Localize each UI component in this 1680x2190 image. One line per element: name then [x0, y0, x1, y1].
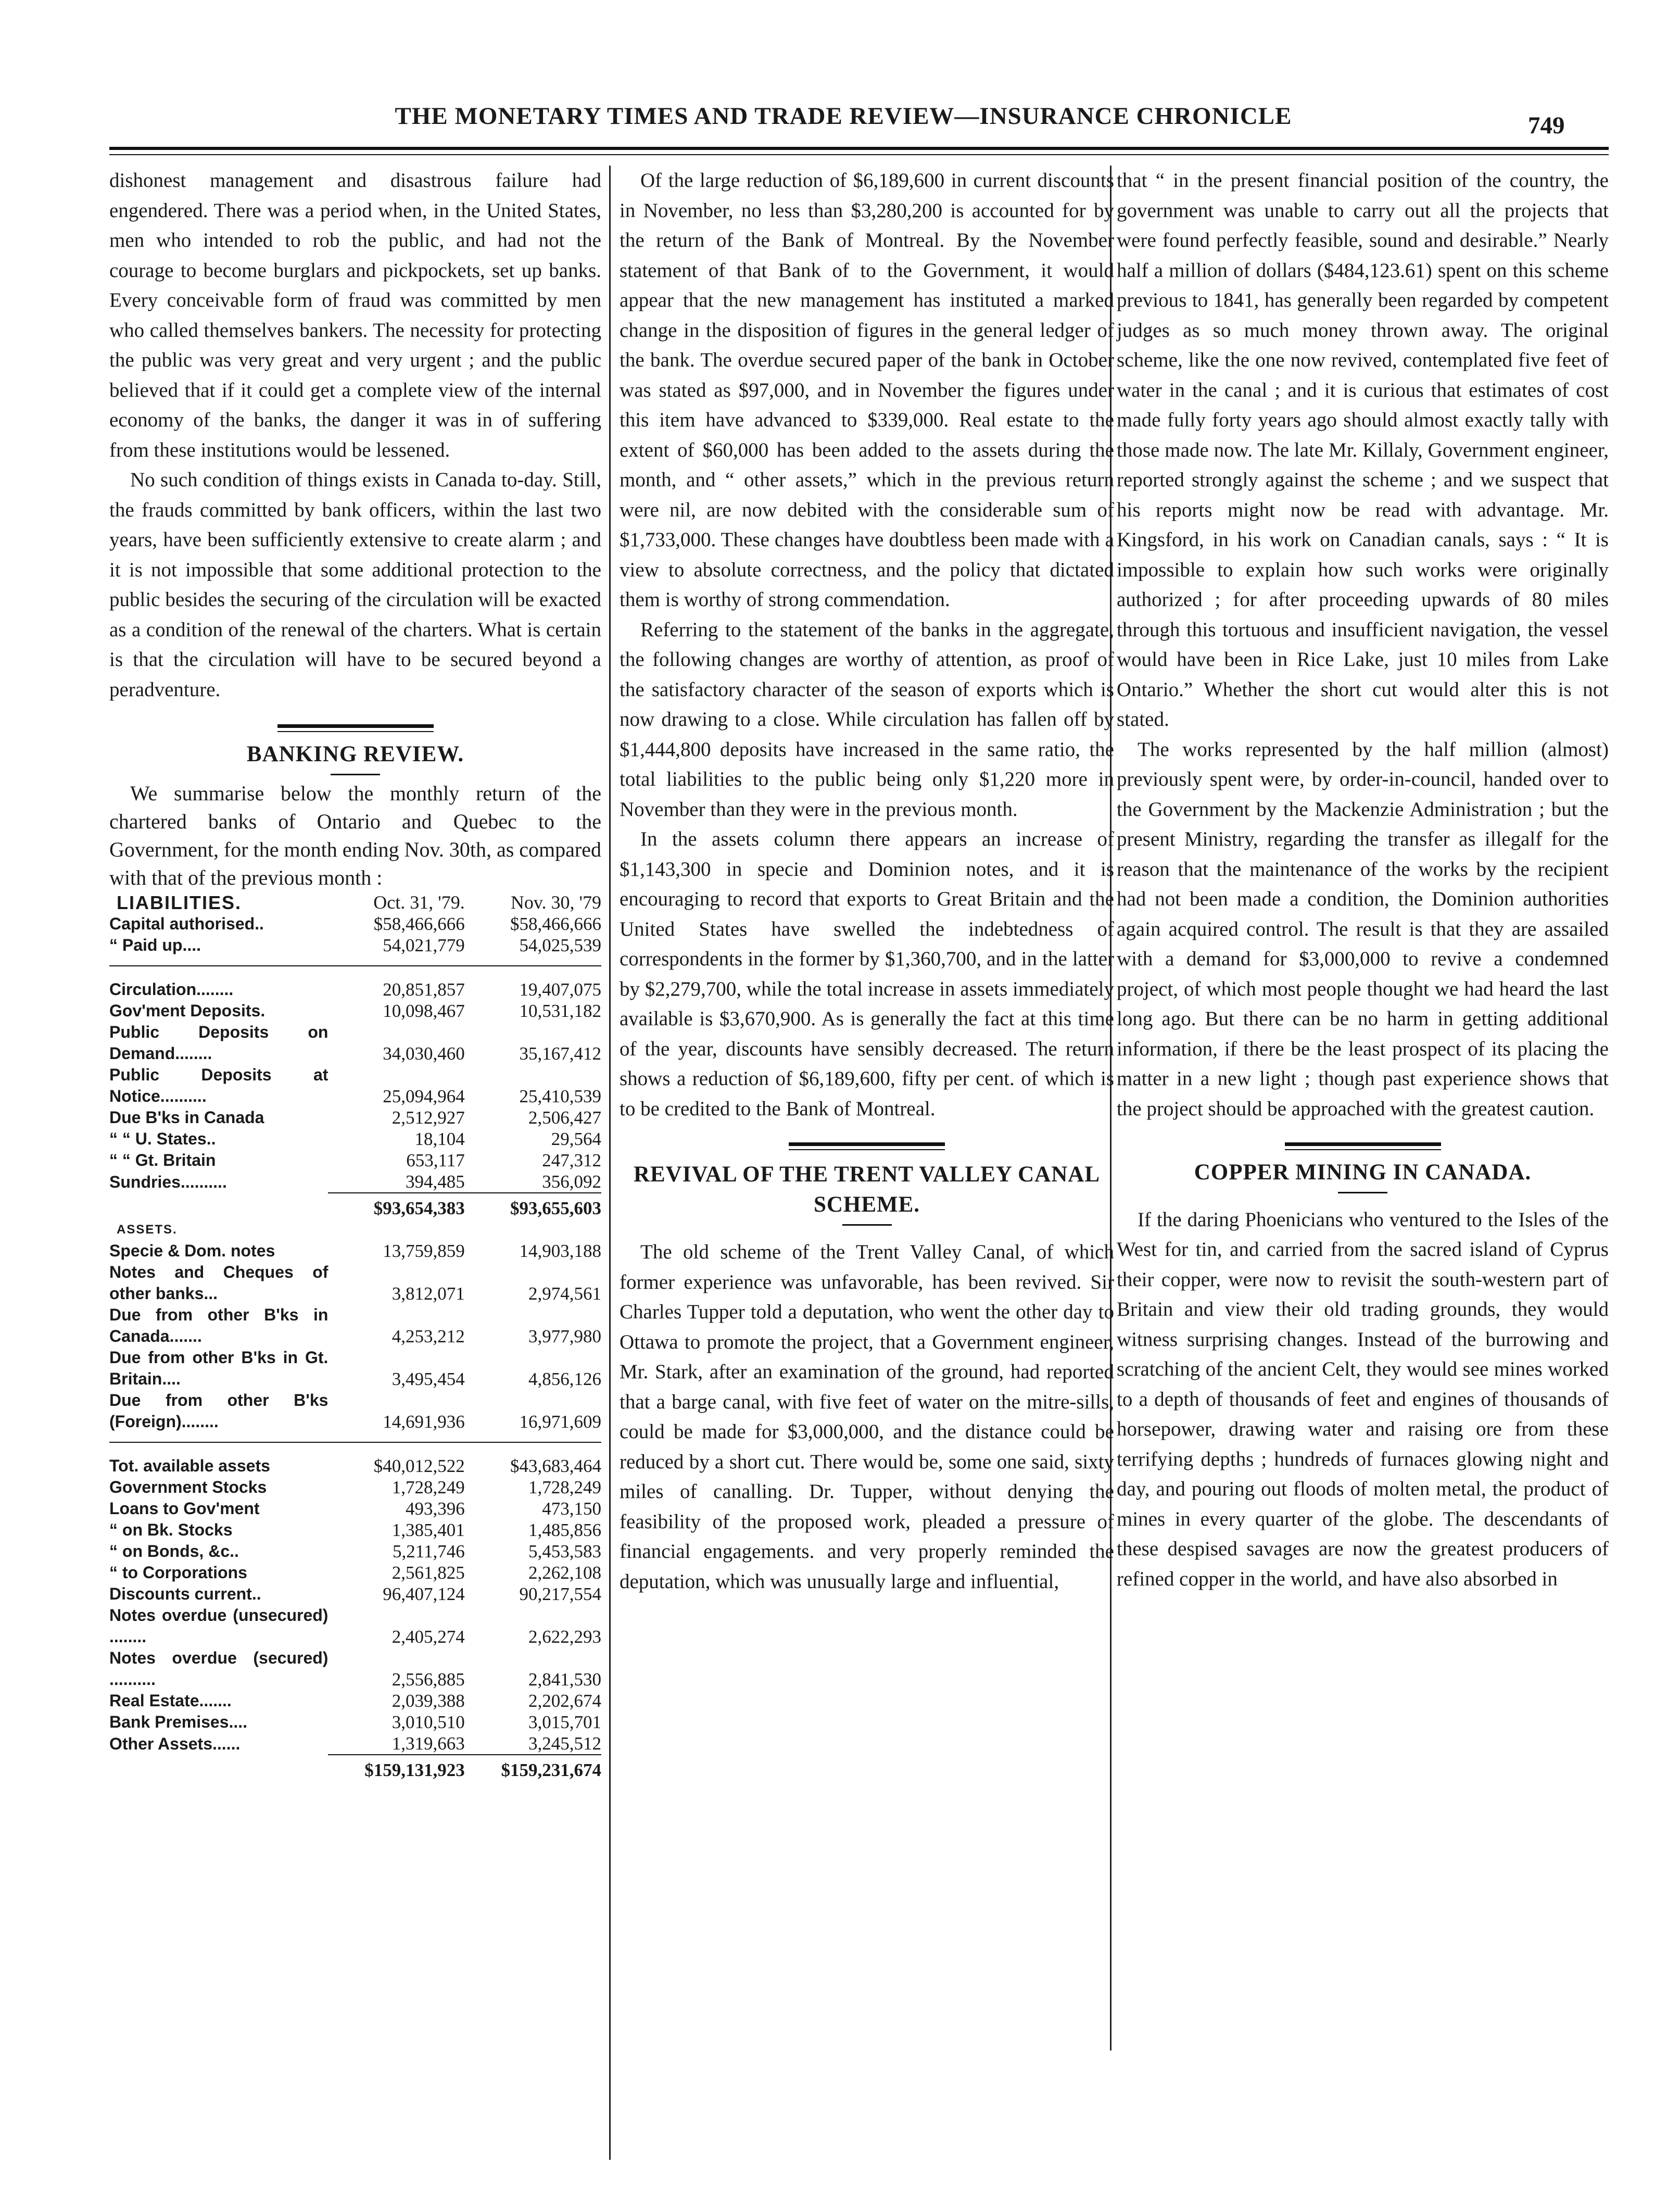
- table-row: Notes overdue (secured) .......... 2,556,885 2,841,530: [109, 1648, 601, 1690]
- page-number: 749: [1528, 112, 1565, 139]
- table-row: Circulation........ 20,851,857 19,407,075: [109, 979, 601, 1000]
- column-3: [1117, 166, 1609, 1594]
- header-rule: [109, 147, 1609, 150]
- column-divider: [609, 166, 611, 2160]
- paragraph: The old scheme of the Trent Valley Canal, of which former experience was unfavorable, has been revived. Sir Charles Tupper told a deputation, who went the other day to Ottawa to promote the project, that a Government engineer, Mr. Stark, after an examination of the ground, had reported that a barge canal, with five feet of water on the mitre-sills, could be made for $3,000,000, and the distance could be reduced by a short cut. There would be, some one said, sixty miles of canalling. Dr. Tupper, without denying the feasibility of the proposed work, pleaded a pressure of financial engagements. and very properly reminded the deputation, which was unusually large and influential,: [620, 1241, 1114, 1593]
- paragraph: Of the large reduction of $6,189,600 in current discounts in November, no less than $3,280,200 is accounted for by the return of the Bank of Montreal. By the November statement of that Bank of to the Government, it would appear that the new management has instituted a marked change in the disposition of figures in the general ledger of the bank. The overdue secured paper of the bank in October was stated as $97,000, and in November the figures under this item have advanced to $339,000. Real estate to the extent of $60,000 has been added to the assets during the month, and “ other assets,” which in the previous return were nil, are now debited with the considerable sum of $1,733,000. These changes have doubtless been made with a view to absolute correctness, and the policy that dictated them is worthy of strong commendation.: [620, 169, 1114, 611]
- column-2: [620, 166, 1114, 1596]
- heading-rule: [331, 774, 380, 775]
- table-row: Tot. available assets $40,012,522 $43,683,464: [109, 1455, 601, 1476]
- heading-rule: [1338, 1192, 1387, 1193]
- section-rule: [789, 1142, 945, 1146]
- liabilities-label: LIABILITIES.: [117, 891, 242, 913]
- section-rule: [277, 724, 434, 728]
- table-row: Sundries.......... 394,485 356,092: [109, 1171, 601, 1192]
- copper-mining-heading: COPPER MINING IN CANADA.: [1194, 1160, 1532, 1185]
- table-row: Public Deposits on Demand........ 34,030,460 35,167,412: [109, 1022, 601, 1064]
- table-row: Due from other B'ks in Gt. Britain.... 3,495,454 4,856,126: [109, 1348, 601, 1389]
- paragraph: The works represented by the half million (almost) previously spent were, by order-in-council, handed over to the Government by the Mackenzie Administration ; but the present Ministry, regarding the transfer as illegalf for the reason that the maintenance of the works by the recipient had not been made a condition, the Dominion authorities again acquired control. The result is that they are assailed with a demand for $3,000,000 to revive a condemned project, of which most people thought we had heard the last long ago. But there can be no harm in getting additional information, if there be the least prospect of its placing the matter in a new light ; though past experience shows that the project should be approached with the greatest caution.: [1117, 738, 1609, 1120]
- table-row: Gov'ment Deposits. 10,098,467 10,531,182: [109, 1000, 601, 1021]
- table-row: Due B'ks in Canada 2,512,927 2,506,427: [109, 1107, 601, 1128]
- paragraph: If the daring Phoenicians who ventured to the Isles of the West for tin, and carried from the sacred island of Cyprus their copper, were now to revisit the south-western part of Britain and view their old trading grounds, they would witness surprising changes. Instead of the burrowing and scratching of the ancient Celt, they would see mines worked to a depth of thousands of feet and engines of thousands of horsepower, drawing water and raising ore from these terrifying depths ; hundreds of furnaces glowing night and day, and pouring out floods of molten metal, the product of mines in every quarter of the globe. The descendants of these despised savages are now the greatest producers of refined copper in the world, and have also absorbed in: [1117, 1208, 1609, 1590]
- table-row: Other Assets...... 1,319,663 3,245,512: [109, 1733, 601, 1754]
- table-row: Loans to Gov'ment 493,396 473,150: [109, 1498, 601, 1519]
- column-header-nov: Nov. 30, '79: [510, 891, 601, 913]
- paragraph: that “ in the present financial position of the country, the government was unable to carry out all the projects that were found perfectly feasible, sound and desirable.” Nearly half a million of dollars ($484,123.61) spent on this scheme previous to 1841, has generally been regarded by competent judges as so much money thrown away. The original scheme, like the one now revived, contemplated five feet of water in the canal ; and it is curious that estimates of cost made fully forty years ago should almost exactly tally with those made now. The late Mr. Killaly, Government engineer, reported strongly against the scheme ; and we suspect that his reports might now be read with advantage. Mr. Kingsford, in his work on Canadian canals, says : “ It is impossible to explain how such works were originally authorized ; for after proceeding upwards of 80 miles through this tortuous and insufficient navigation, the vessel would have been in Rice Lake, just 10 miles from Lake Ontario.” Whether the short cut would alter this is not stated.: [1117, 169, 1609, 731]
- column-header-oct: Oct. 31, '79.: [373, 891, 465, 913]
- table-row: “ to Corporations 2,561,825 2,262,108: [109, 1562, 601, 1583]
- table-row: “ on Bonds, &c.. 5,211,746 5,453,583: [109, 1541, 601, 1562]
- header-rule-thin: [109, 154, 1609, 155]
- table-row: Capital authorised.. $58,466,666 $58,466,666: [109, 913, 601, 934]
- table-row: Bank Premises.... 3,010,510 3,015,701: [109, 1711, 601, 1732]
- paragraph: dishonest management and disastrous failure had engendered. There was a period when, in the United States, men who intended to rob the public, and had not the courage to become burglars and pickpockets, set up banks. Every conceivable form of fraud was committed by men who called themselves bankers. The necessity for protecting the public was very great and very urgent ; and the public believed that if it could get a complete view of the internal economy of the banks, the danger it was in of suffering from these institutions would be lessened.: [109, 169, 601, 461]
- paragraph: No such condition of things exists in Canada to-day. Still, the frauds committed by bank officers, within the last two years, have been sufficiently extensive to create alarm ; and it is not impossible that some additional protection to the public besides the securing of the circulation will be exacted as a condition of the renewal of the charters. What is certain is that the circulation will have to be secured beyond a peradventure.: [109, 469, 601, 701]
- banking-review-heading: BANKING REVIEW.: [246, 742, 464, 766]
- table-row: Government Stocks 1,728,249 1,728,249: [109, 1477, 601, 1497]
- table-row: Public Deposits at Notice.......... 25,094,964 25,410,539: [109, 1065, 601, 1106]
- bank-return-table: [109, 892, 601, 1781]
- table-row: “ “ U. States.. 18,104 29,564: [109, 1128, 601, 1149]
- masthead-title: THE MONETARY TIMES AND TRADE REVIEW—INSURANCE CHRONICLE: [395, 103, 1292, 130]
- trent-valley-heading: REVIVAL OF THE TRENT VALLEY CANAL SCHEME.: [633, 1162, 1101, 1217]
- table-row: “ “ Gt. Britain 653,117 247,312: [109, 1150, 601, 1170]
- heading-rule: [842, 1224, 892, 1226]
- liabilities-total-row: $93,654,383 $93,655,603: [109, 1193, 601, 1219]
- assets-total-row: $159,131,923 $159,231,674: [109, 1755, 601, 1781]
- table-row: Discounts current.. 96,407,124 90,217,554: [109, 1583, 601, 1604]
- table-row: Due from other B'ks in Canada....... 4,253,212 3,977,980: [109, 1305, 601, 1346]
- paragraph: Referring to the statement of the banks in the aggregate, the following changes are worthy of attention, as proof of the satisfactory character of the season of exports which is now drawing to a close. While circulation has fallen off by $1,444,800 deposits have increased in the same ratio, the total liabilities to the public being only $1,220 more in November than they were in the previous month.: [620, 618, 1114, 821]
- table-row: “ on Bk. Stocks 1,385,401 1,485,856: [109, 1519, 601, 1540]
- assets-label: ASSETS.: [117, 1222, 178, 1237]
- paragraph: In the assets column there appears an increase of $1,143,300 in specie and Dominion notes, and it is encouraging to record that exports to Great Britain and the United States have swelled the indebtedness of correspondents in the former by $1,360,700, and in the latter by $2,279,700, while the total increase in assets immediately available is $3,670,900. As is generally the fact at this time of the year, discounts have sensibly decreased. The return shows a reduction of $6,189,600, fifty per cent. of which is to be credited to the Bank of Montreal.: [620, 828, 1114, 1120]
- table-row: Due from other B'ks (Foreign)........ 14,691,936 16,971,609: [109, 1390, 601, 1432]
- table-row: Specie & Dom. notes 13,759,859 14,903,188: [109, 1240, 601, 1261]
- table-row: “ Paid up.... 54,021,779 54,025,539: [109, 935, 601, 955]
- paragraph: We summarise below the monthly return of the chartered banks of Ontario and Quebec to the Government, for the month ending Nov. 30th, as compared with that of the previous month :: [109, 781, 601, 889]
- section-rule: [1285, 1142, 1441, 1146]
- table-row: Real Estate....... 2,039,388 2,202,674: [109, 1690, 601, 1711]
- table-row: Notes and Cheques of other banks... 3,812,071 2,974,561: [109, 1262, 601, 1304]
- column-1: [109, 166, 601, 1781]
- table-row: Notes overdue (unsecured) ........ 2,405,274 2,622,293: [109, 1605, 601, 1647]
